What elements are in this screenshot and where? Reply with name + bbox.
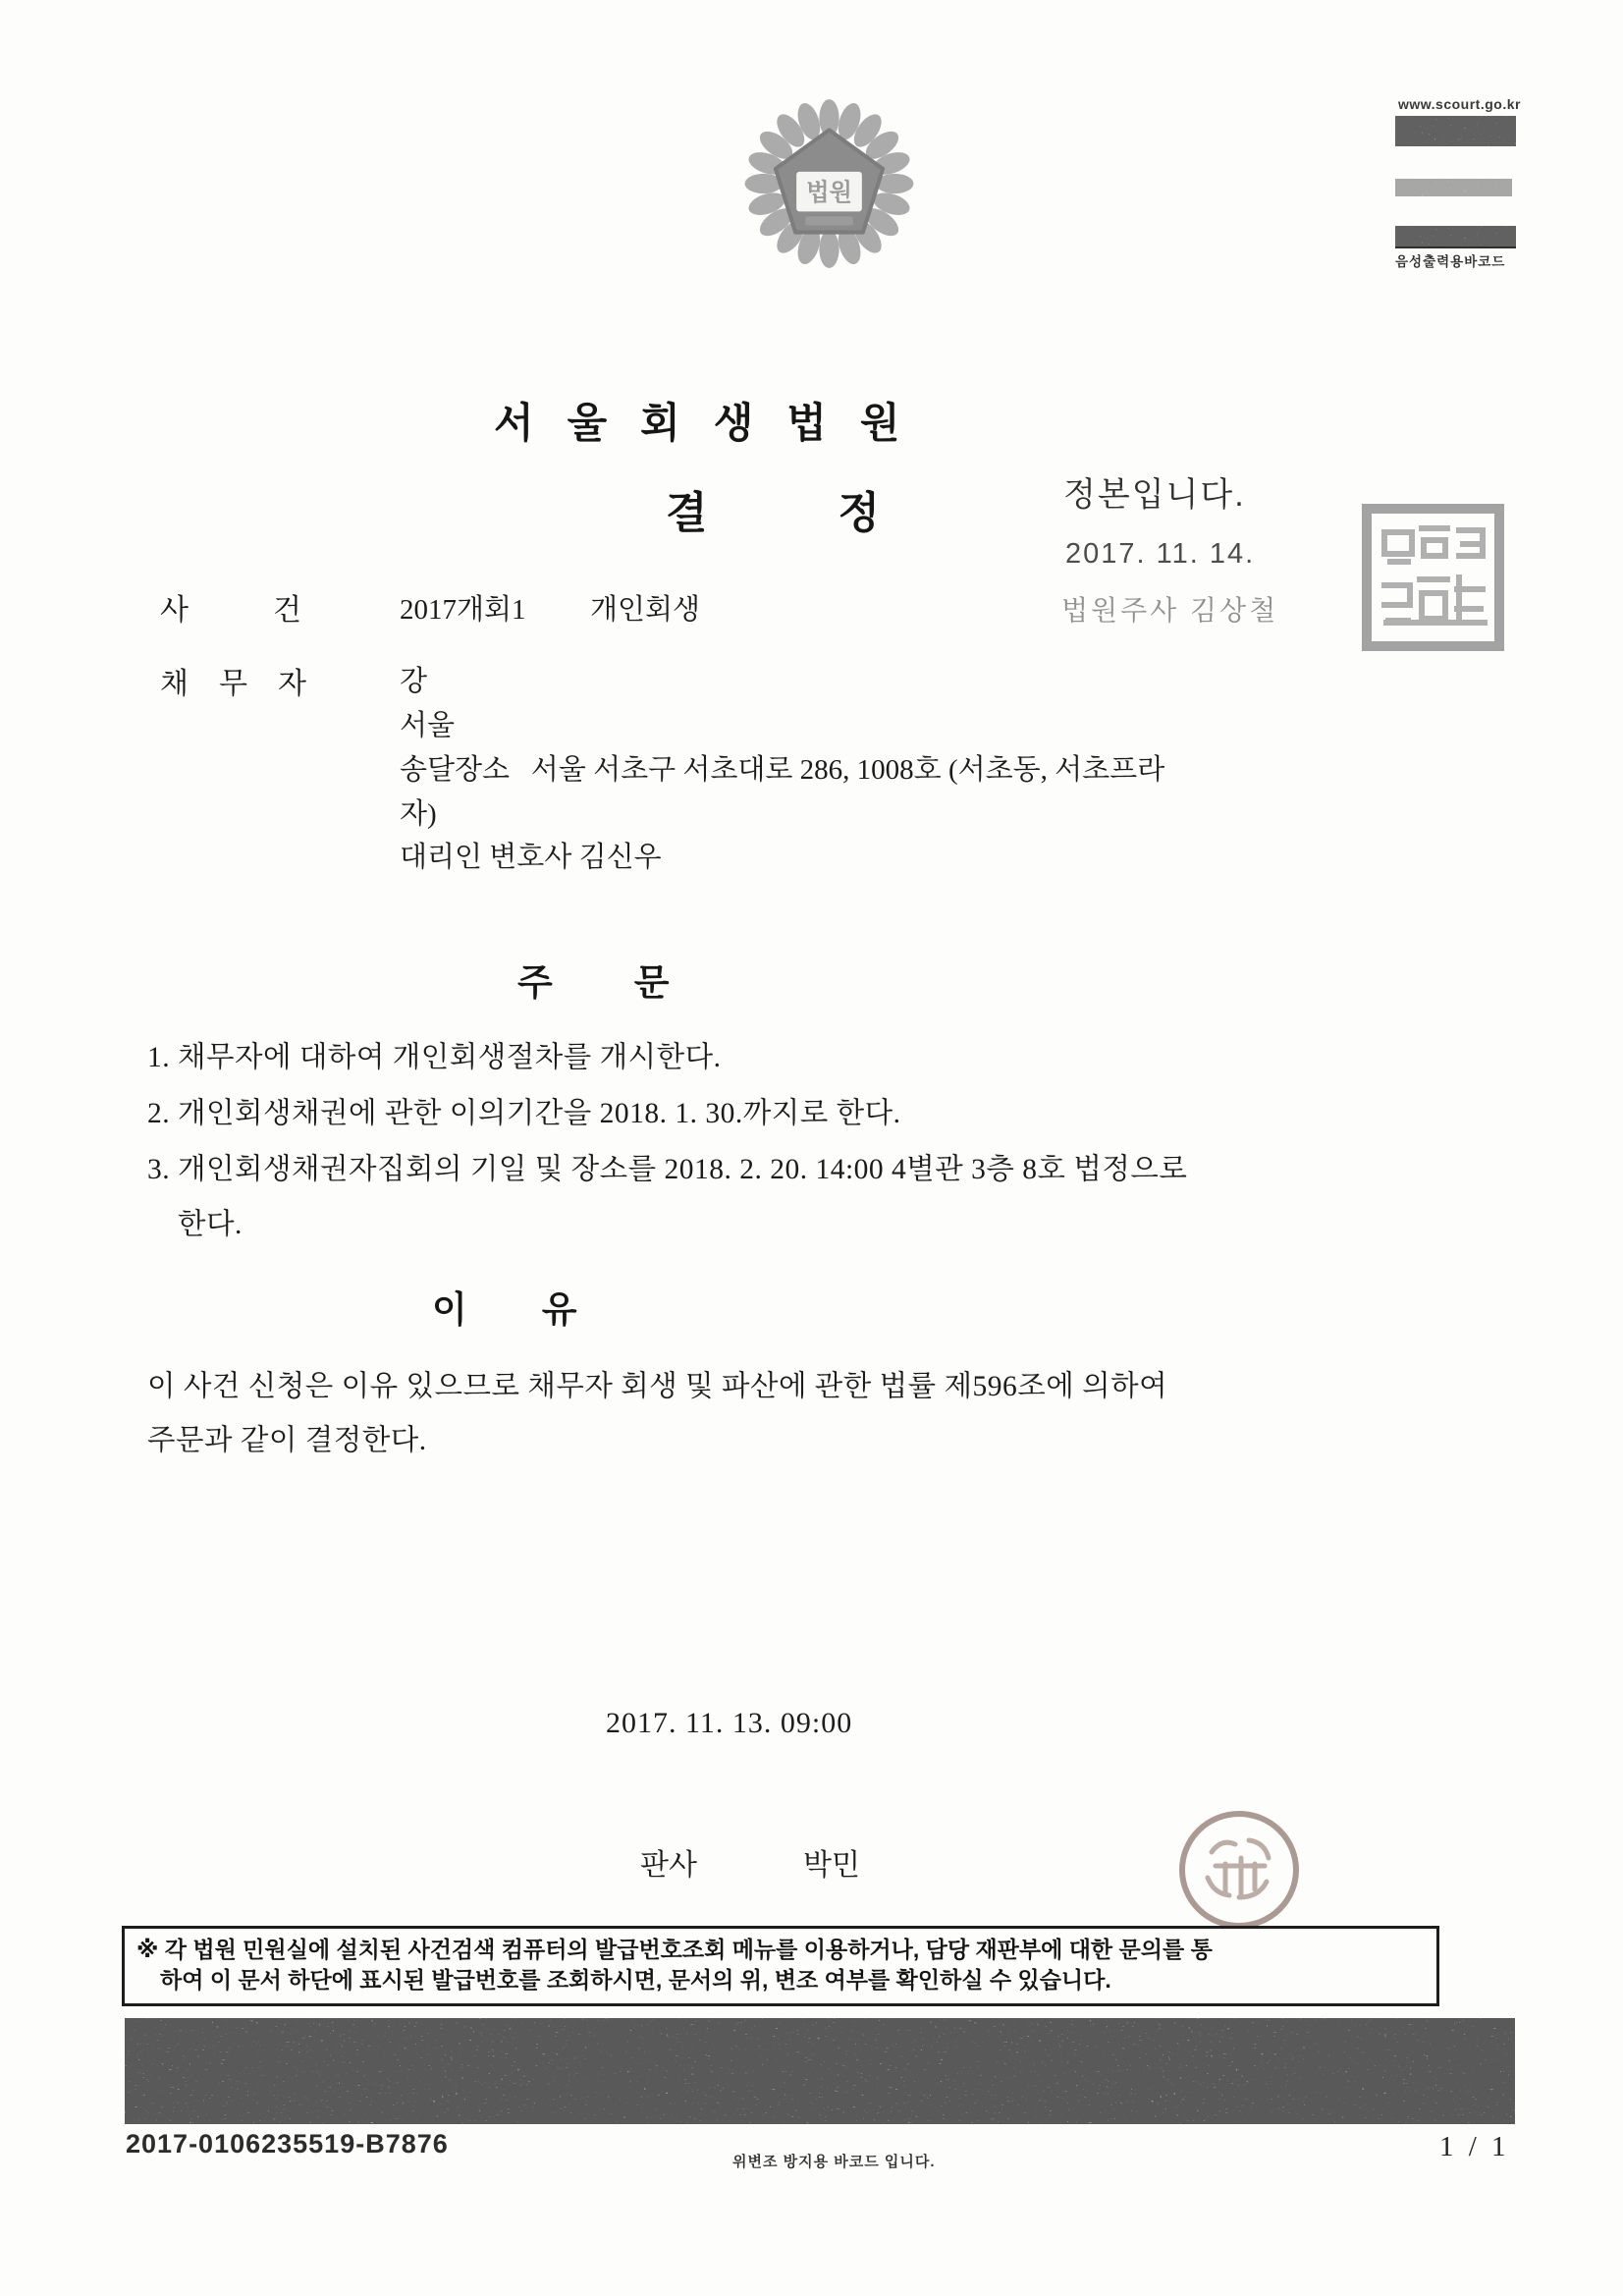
notice-line-1: ※ 각 법원 민원실에 설치된 사건검색 컴퓨터의 발급번호조회 메뉴를 이용하거나, 담당 재판부에 대한 문의를 통 (136, 1937, 1213, 1962)
judge-name: 박민 (803, 1849, 860, 1882)
order-item-2: 2. 개인회생채권에 관한 이의기간을 2018. 1. 30.까지로 한다. (147, 1098, 901, 1129)
attorney-of-record: 대리인 변호사 김신우 (400, 842, 662, 873)
page-indicator: 1 / 1 (1439, 2131, 1510, 2162)
reason-line-2: 주문과 같이 결정한다. (147, 1425, 427, 1456)
barcode-small-1 (1395, 116, 1516, 146)
notice-line-2: 하여 이 문서 하단에 표시된 발급번호를 조회하시면, 문서의 위, 변조 여부를 확인하실 수 있습니다. (160, 1967, 1111, 1993)
order-item-1: 1. 채무자에 대하여 개인회생절차를 개시한다. (147, 1042, 722, 1073)
case-type: 개인회생 (590, 594, 701, 626)
debtor-label: 채무자 (160, 668, 337, 700)
issuance-number: 2017-0106235519-B7876 (126, 2129, 449, 2159)
court-name-title: 서울회생법원 (494, 402, 934, 447)
service-address-line2: 자) (400, 798, 437, 830)
reason-line-1: 이 사건 신청은 이유 있으므로 채무자 회생 및 파산에 관한 법률 제596조에 의하여 (147, 1371, 1168, 1402)
decision-datetime: 2017. 11. 13. 09:00 (606, 1707, 853, 1739)
voice-barcode-label: 음성출력용바코드 (1395, 254, 1506, 269)
court-emblem-icon (738, 92, 920, 271)
emblem-label: 법원 (806, 180, 852, 207)
anti-forgery-barcode (125, 2018, 1515, 2124)
judge-stamp-icon (1174, 1807, 1304, 1933)
order-section-heading: 주문 (517, 963, 751, 1004)
document-type-title: 결정 (666, 489, 1011, 537)
order-item-3: 3. 개인회생채권자집회의 기일 및 장소를 2018. 2. 20. 14:00 4별관 3층 8호 법정으로 (147, 1154, 1188, 1185)
certified-original-text: 정본입니다. (1063, 476, 1246, 514)
barcode-small-2 (1395, 179, 1512, 196)
case-label: 사건 (160, 594, 386, 627)
service-address-line1: 송달장소 서울 서초구 서초대로 286, 1008호 (서초동, 서초프라 (400, 754, 1165, 786)
debtor-city: 서울 (400, 710, 456, 741)
barcode-caption: 위변조 방지용 바코드 입니다. (732, 2154, 936, 2170)
order-item-3-continued: 한다. (178, 1209, 243, 1240)
voice-output-barcode (1395, 226, 1516, 248)
debtor-name: 강 (400, 666, 428, 697)
case-number: 2017개회1 (400, 594, 526, 626)
court-website-url: www.scourt.go.kr (1398, 96, 1521, 112)
judge-title: 판사 (640, 1849, 697, 1882)
reason-section-heading: 이유 (432, 1290, 652, 1331)
certification-date: 2017. 11. 14. (1065, 538, 1256, 570)
court-seal-stamp-icon (1361, 503, 1505, 652)
court-clerk-name: 법원주사 김상철 (1061, 595, 1279, 626)
verification-notice-box (122, 1926, 1439, 2006)
